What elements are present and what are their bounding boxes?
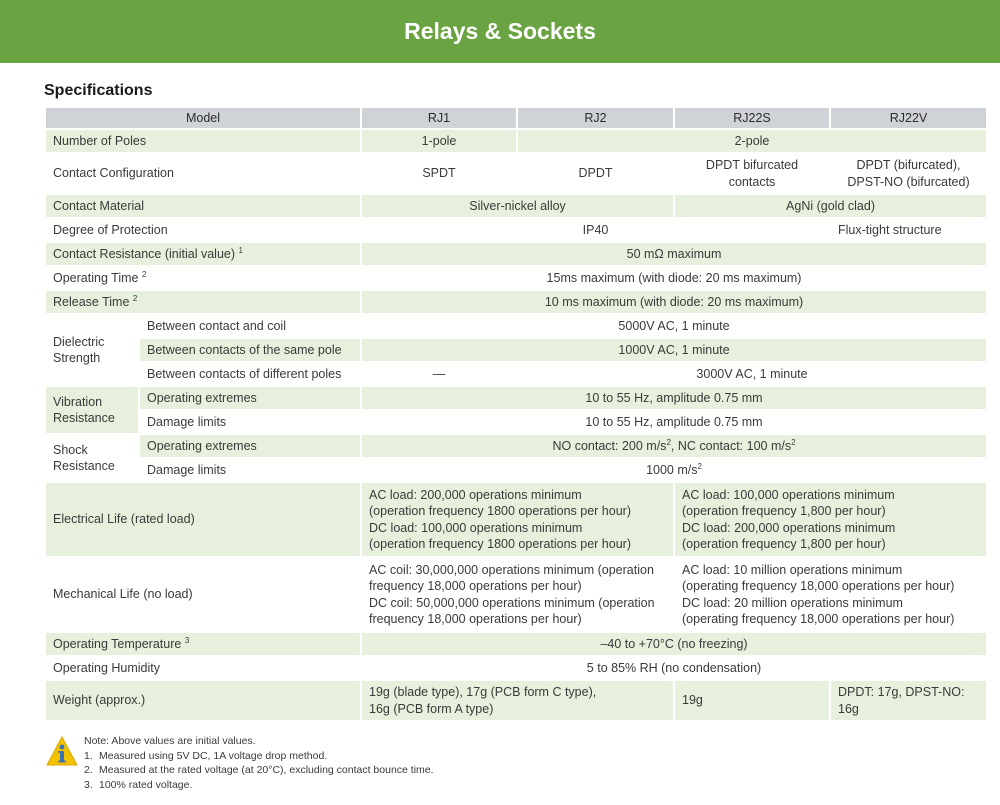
cell — [361, 434, 987, 458]
footnote-ref: 2 — [132, 293, 138, 303]
note-text: Measured using 5V DC, 1A voltage drop method. — [99, 749, 328, 762]
group-label-line: Dielectric — [53, 334, 105, 349]
group-label — [45, 314, 139, 386]
cell-line: AC coil: 30,000,000 operations minimum (operation — [369, 562, 654, 577]
cell-line: AC load: 200,000 operations minimum — [369, 487, 582, 502]
cell-line: (operation frequency 1,800 per hour) — [682, 504, 886, 518]
cell-line: DPST-NO (bifurcated) — [847, 174, 970, 189]
table-row — [45, 557, 987, 632]
row-label: Weight (approx.) — [45, 680, 361, 721]
cell-line: DC load: 100,000 operations minimum — [369, 520, 583, 535]
cell: 50 mΩ maximum — [361, 242, 987, 266]
table-row — [45, 338, 987, 362]
note-number: 1. — [84, 749, 93, 762]
cell — [361, 458, 987, 482]
cell-line: AC load: 10 million operations minimum — [682, 562, 903, 577]
footnote-ref: 1 — [238, 245, 243, 255]
group-label — [45, 386, 139, 434]
note-number: 2. — [84, 764, 93, 776]
cell: 1000V AC, 1 minute — [361, 338, 987, 362]
note-item — [84, 749, 434, 764]
table-row — [45, 266, 987, 290]
cell: DPDT: 17g, DPST-NO: 16g — [830, 680, 987, 721]
cell: SPDT — [361, 153, 517, 194]
cell — [830, 153, 987, 194]
cell — [361, 482, 674, 557]
header-rj22v: RJ22V — [830, 107, 987, 129]
cell: DPDT bifurcated contacts — [674, 153, 830, 194]
cell-line: (operating frequency 18,000 operations per hour) — [682, 612, 955, 626]
table-row — [45, 242, 987, 266]
cell: 10 ms maximum (with diode: 20 ms maximum) — [361, 290, 987, 314]
cell — [361, 557, 674, 632]
cell-line: DC load: 200,000 operations minimum — [682, 520, 896, 535]
cell: 1-pole — [361, 129, 517, 153]
cell-line: DC coil: 50,000,000 operations minimum (operation — [369, 595, 655, 610]
group-label-line: Strength — [53, 351, 101, 365]
table-row — [45, 482, 987, 557]
sub-label: Operating extremes — [139, 434, 361, 458]
header-rj1: RJ1 — [361, 107, 517, 129]
group-label-line: Shock — [53, 442, 88, 457]
sub-label: Operating extremes — [139, 386, 361, 410]
cell: IP40 — [361, 218, 830, 242]
cell: 5 to 85% RH (no condensation) — [361, 656, 987, 680]
cell-line: (operation frequency 1,800 per hour) — [682, 537, 886, 551]
superscript: 2 — [666, 437, 671, 447]
header-rj22s: RJ22S — [674, 107, 830, 129]
row-label-text: Operating Temperature — [53, 636, 182, 651]
row-label-text: Release Time — [53, 294, 130, 309]
group-label-line: Resistance — [53, 411, 115, 425]
superscript: 2 — [697, 461, 702, 471]
table-row — [45, 434, 987, 458]
cell-text: NO contact: 200 m/s — [552, 438, 667, 453]
group-label-line: Resistance — [53, 459, 115, 473]
sub-label: Damage limits — [139, 458, 361, 482]
cell: Flux-tight structure — [830, 218, 987, 242]
cell: 10 to 55 Hz, amplitude 0.75 mm — [361, 386, 987, 410]
cell — [674, 557, 987, 632]
table-row — [45, 314, 987, 338]
cell: 2-pole — [517, 129, 987, 153]
footnote-ref: 3 — [184, 635, 190, 645]
cell-line: frequency 18,000 operations per hour) — [369, 612, 582, 626]
row-label: Contact Material — [45, 194, 361, 218]
table-row — [45, 656, 987, 680]
notes-title: Note: Above values are initial values. — [84, 735, 256, 747]
header-rj2: RJ2 — [517, 107, 674, 129]
cell-line: DC load: 20 million operations minimum — [682, 595, 903, 610]
cell-text: , NC contact: 100 m/s — [670, 438, 792, 453]
row-label-text: Contact Resistance (initial value) — [53, 246, 236, 261]
row-label: Mechanical Life (no load) — [45, 557, 361, 632]
cell-line: frequency 18,000 operations per hour) — [369, 579, 582, 593]
section-title: Specifications — [44, 82, 153, 99]
cell-text: 1000 m/s — [646, 462, 698, 477]
table-row — [45, 410, 987, 434]
footnote-ref: 2 — [141, 269, 147, 279]
row-label: Electrical Life (rated load) — [45, 482, 361, 557]
cell — [674, 482, 987, 557]
spec-table — [44, 106, 988, 722]
note-item — [84, 763, 434, 778]
cell: AgNi (gold clad) — [674, 194, 987, 218]
sub-label: Between contacts of different poles — [139, 362, 361, 386]
cell: — — [361, 362, 517, 386]
table-row — [45, 218, 987, 242]
table-row — [45, 386, 987, 410]
row-label-text: Operating Time — [53, 270, 139, 285]
group-label-line: Vibration — [53, 394, 103, 409]
sub-label: Between contact and coil — [139, 314, 361, 338]
note-item — [84, 778, 434, 793]
row-label — [45, 266, 361, 290]
cell: DPDT — [517, 153, 674, 194]
banner-title: Relays & Sockets — [404, 18, 596, 44]
superscript: 2 — [791, 437, 796, 447]
cell: 19g — [674, 680, 830, 721]
row-label: Degree of Protection — [45, 218, 361, 242]
table-row — [45, 194, 987, 218]
cell-line: AC load: 100,000 operations minimum — [682, 487, 895, 502]
note-text: Measured at the rated voltage (at 20°C), excluding contact bounce time. — [99, 764, 434, 776]
page-banner — [0, 0, 1000, 63]
row-label — [45, 290, 361, 314]
table-row — [45, 632, 987, 656]
cell: 10 to 55 Hz, amplitude 0.75 mm — [361, 410, 987, 434]
info-icon — [46, 736, 78, 766]
row-label — [45, 242, 361, 266]
sub-label: Damage limits — [139, 410, 361, 434]
note-number: 3. — [84, 778, 93, 791]
cell: Silver-nickel alloy — [361, 194, 674, 218]
cell-line: (operating frequency 18,000 operations per hour) — [682, 579, 955, 593]
table-row — [45, 129, 987, 153]
table-row — [45, 680, 987, 721]
cell: 3000V AC, 1 minute — [517, 362, 987, 386]
table-row — [45, 153, 987, 194]
cell-line: 16g (PCB form A type) — [369, 701, 494, 716]
table-header-row — [45, 107, 987, 129]
table-row — [45, 290, 987, 314]
cell: 5000V AC, 1 minute — [361, 314, 987, 338]
note-text: 100% rated voltage. — [99, 778, 193, 791]
header-model: Model — [45, 107, 361, 129]
cell-line: 19g (blade type), 17g (PCB form C type), — [369, 685, 597, 699]
notes — [84, 734, 434, 792]
cell: 15ms maximum (with diode: 20 ms maximum) — [361, 266, 987, 290]
row-label — [45, 632, 361, 656]
table-row — [45, 362, 987, 386]
sub-label: Between contacts of the same pole — [139, 338, 361, 362]
cell-line: DPDT (bifurcated), — [856, 158, 961, 172]
row-label: Number of Poles — [45, 129, 361, 153]
cell-line: (operation frequency 1800 operations per hour) — [369, 537, 631, 551]
cell — [361, 680, 674, 721]
table-row — [45, 458, 987, 482]
cell-line: (operation frequency 1800 operations per hour) — [369, 504, 631, 518]
group-label — [45, 434, 139, 482]
row-label: Contact Configuration — [45, 153, 361, 194]
cell: –40 to +70°C (no freezing) — [361, 632, 987, 656]
row-label: Operating Humidity — [45, 656, 361, 680]
